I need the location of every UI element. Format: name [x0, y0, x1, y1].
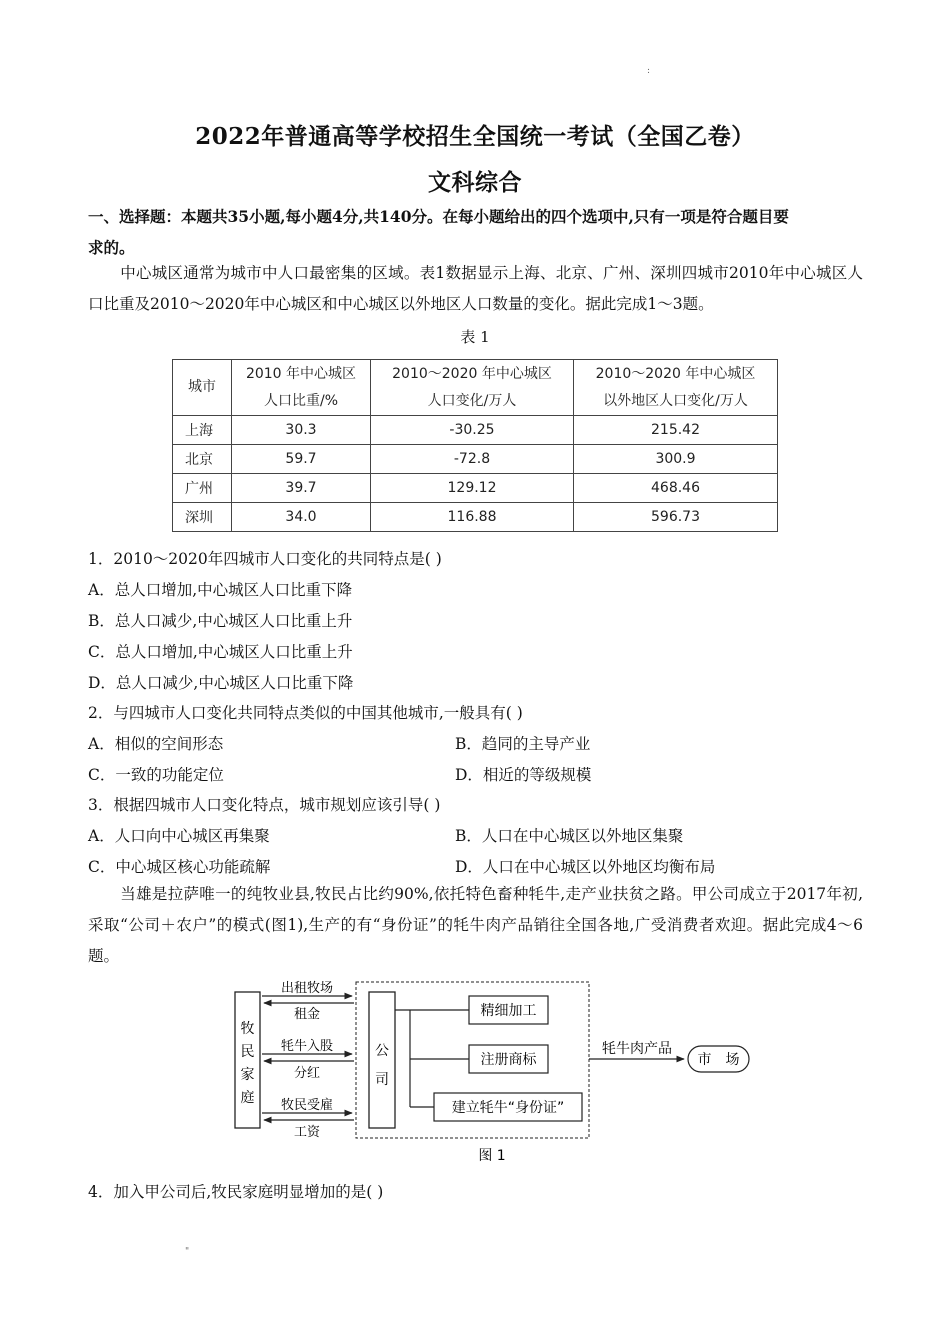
q1-option-b: B．总人口减少,中心城区人口比重上升	[88, 612, 353, 630]
section-heading-line1: 一、选择题：本题共35小题,每小题4分,共140分。在每小题给出的四个选项中,只有一项是符合题目要	[88, 207, 789, 226]
section-heading-line2: 求的。	[88, 238, 135, 257]
arrow-label: 出租牧场	[280, 981, 334, 996]
q1-option-a: A．总人口增加,中心城区人口比重下降	[88, 581, 353, 599]
herder-char: 庭	[240, 1090, 255, 1106]
cell-center-change: -30.25	[371, 416, 574, 445]
q2-option-a: A．相似的空间形态	[88, 735, 224, 753]
step-label: 建立牦牛“身份证”	[451, 1100, 565, 1116]
cell-city: 北京	[173, 445, 232, 474]
passage-2-text: 当雄是拉萨唯一的纯牧业县,牧民占比约90%,依托特色畜种牦牛,走产业扶贫之路。甲公司成立于2017年初,采取“公司＋农户”的模式(图1),生产的有“身份证”的牦牛肉产品销往全国各地,广受消费者欢迎。据此完成4～6题。	[88, 885, 863, 965]
cell-center-change: 129.12	[371, 474, 574, 503]
step-label: 注册商标	[480, 1052, 537, 1068]
q2-option-b: B．趋同的主导产业	[455, 735, 591, 753]
cell-share: 34.0	[232, 503, 371, 532]
cell-city: 深圳	[173, 503, 232, 532]
exam-title: 2022年普通高等学校招生全国统一考试（全国乙卷）	[195, 123, 755, 150]
arrow-label: 牧民受雇	[280, 1098, 334, 1113]
corner-mark-top: :	[647, 66, 651, 76]
q3-option-d: D．人口在中心城区以外地区均衡布局	[455, 858, 716, 876]
q3-option-c: C．中心城区核心功能疏解	[88, 858, 271, 876]
company-char: 公	[375, 1043, 389, 1059]
cell-center-change: 116.88	[371, 503, 574, 532]
corner-mark-bottom: "	[185, 1247, 190, 1257]
q2-option-c: C．一致的功能定位	[88, 766, 224, 784]
company-char: 司	[375, 1072, 389, 1088]
cell-outer-change: 468.46	[574, 474, 778, 503]
arrow-label: 分红	[293, 1066, 321, 1081]
cell-share: 30.3	[232, 416, 371, 445]
arrow-label: 牦牛入股	[280, 1039, 334, 1054]
cell-share: 39.7	[232, 474, 371, 503]
herder-char: 家	[240, 1067, 255, 1083]
cell-outer-change: 596.73	[574, 503, 778, 532]
step-label: 精细加工	[480, 1003, 537, 1019]
product-label: 牦牛肉产品	[602, 1041, 672, 1057]
herder-char: 牧	[240, 1021, 255, 1037]
table-caption: 表 1	[460, 328, 490, 346]
header-outer-change: 2010～2020 年中心城区 以外地区人口变化/万人	[574, 360, 778, 416]
q1-option-d: D．总人口减少,中心城区人口比重下降	[88, 674, 354, 692]
market-label: 市 场	[697, 1052, 740, 1068]
exam-subtitle: 文科综合	[428, 169, 522, 196]
q4-stem: 4．加入甲公司后,牧民家庭明显增加的是( )	[88, 1183, 384, 1201]
header-city: 城市	[173, 360, 232, 416]
figure-caption: 图 1	[478, 1148, 506, 1164]
cell-outer-change: 215.42	[574, 416, 778, 445]
arrow-label: 工资	[293, 1125, 321, 1140]
cell-center-change: -72.8	[371, 445, 574, 474]
q3-stem: 3．根据四城市人口变化特点，城市规划应该引导( )	[88, 796, 441, 814]
passage-1-text: 中心城区通常为城市中人口最密集的区域。表1数据显示上海、北京、广州、深圳四城市2010年中心城区人口比重及2010～2020年中心城区和中心城区以外地区人口数量的变化。据此完成1～3题。	[88, 264, 863, 313]
q1-stem: 1．2010～2020年四城市人口变化的共同特点是( )	[88, 550, 442, 568]
q3-option-a: A．人口向中心城区再集聚	[88, 827, 270, 845]
arrow-label: 租金	[293, 1007, 321, 1022]
q3-option-b: B．人口在中心城区以外地区集聚	[455, 827, 684, 845]
company-box	[369, 992, 395, 1128]
q1-option-c: C．总人口增加,中心城区人口比重上升	[88, 643, 353, 661]
header-share: 2010 年中心城区 人口比重/%	[232, 360, 371, 416]
herder-char: 民	[240, 1044, 255, 1060]
cell-city: 广州	[173, 474, 232, 503]
cell-city: 上海	[173, 416, 232, 445]
q2-option-d: D．相近的等级规模	[455, 766, 592, 784]
q2-stem: 2．与四城市人口变化共同特点类似的中国其他城市,一般具有( )	[88, 704, 523, 722]
header-center-change: 2010～2020 年中心城区 人口变化/万人	[371, 360, 574, 416]
herder-box	[235, 992, 260, 1128]
cell-share: 59.7	[232, 445, 371, 474]
cell-outer-change: 300.9	[574, 445, 778, 474]
